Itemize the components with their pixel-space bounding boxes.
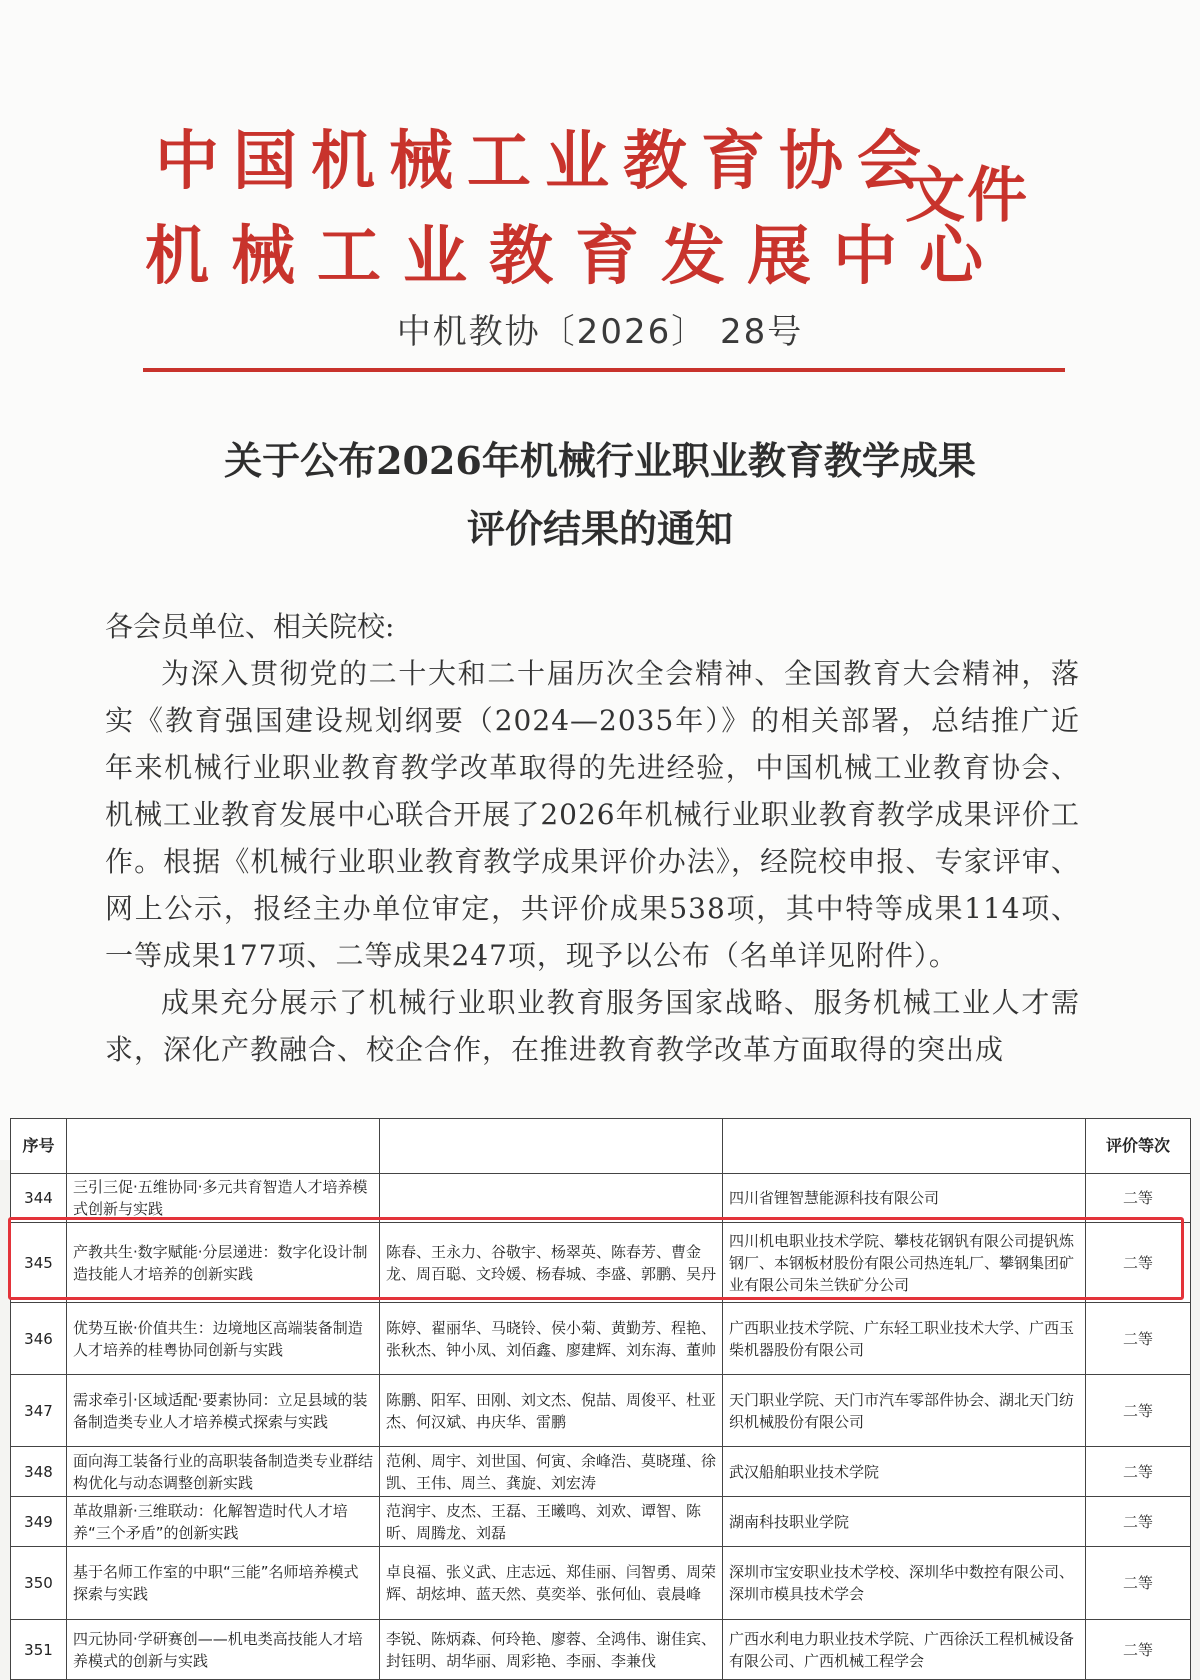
row-units: 广西水利电力职业技术学院、广西徐沃工程机械设备有限公司、广西机械工程学会 [723,1620,1086,1680]
notice-title-line-1: 关于公布2026年机械行业职业教育教学成果 [224,438,976,483]
header-units [723,1119,1086,1174]
row-authors [380,1174,723,1223]
row-achievement-name: 产教共生·数字赋能·分层递进：数字化设计制造技能人才培养的创新实践 [67,1223,380,1303]
row-units: 天门职业学院、天门市汽车零部件协会、湖北天门纺织机械股份有限公司 [723,1375,1086,1447]
table-body [11,1174,1191,1680]
row-grade: 二等 [1086,1375,1191,1447]
document-type-label: 文件 [905,161,1029,231]
annex-results-table [10,1118,1190,1680]
document-number: 中机教协〔2026〕 28号 [396,312,804,352]
row-authors: 陈鹏、阳军、田刚、刘文杰、倪喆、周俊平、杜亚杰、何汉斌、冉庆华、雷鹏 [380,1375,723,1447]
row-authors: 卓良福、张义武、庄志远、郑佳丽、闫智勇、周荣辉、胡炫坤、蓝天然、莫奕举、张何仙、袁晨峰 [380,1547,723,1620]
row-serial: 345 [11,1223,67,1303]
row-serial: 349 [11,1497,67,1547]
body-paragraph-1: 为深入贯彻党的二十大和二十届历次全会精神、全国教育大会精神，落实《教育强国建设规划纲要（2024—2035年）》的相关部署，总结推广近年来机械行业职业教育教学改革取得的先进经验，中国机械工业教育协会、机械工业教育发展中心联合开展了2026年机械行业职业教育教学成果评价工作。根据《机械行业职业教育教学成果评价办法》，经院校申报、专家评审、网上公示，报经主办单位审定，共评价成果538项，其中特等成果114项、一等成果177项、二等成果247项，现予以公布（名单详见附件）。 [105,657,1080,972]
row-units: 四川省锂智慧能源科技有限公司 [723,1174,1086,1223]
row-grade: 二等 [1086,1303,1191,1375]
row-units: 武汉船舶职业技术学院 [723,1447,1086,1497]
row-authors: 陈婷、翟丽华、马晓铃、侯小菊、黄勤芳、程艳、张秋杰、钟小凤、刘佰鑫、廖建辉、刘东海、董帅 [380,1303,723,1375]
row-grade: 二等 [1086,1497,1191,1547]
row-achievement-name: 三引三促·五维协同·多元共育智造人才培养模式创新与实践 [67,1174,380,1223]
row-authors: 范润宇、皮杰、王磊、王曦鸣、刘欢、谭智、陈昕、周腾龙、刘磊 [380,1497,723,1547]
row-authors: 范俐、周宇、刘世国、何寅、余峰浩、莫晓瑾、徐凯、王伟、周兰、龚旋、刘宏涛 [380,1447,723,1497]
row-grade: 二等 [1086,1547,1191,1620]
row-authors: 李锐、陈炳森、何玲艳、廖蓉、全鸿伟、谢佳宾、封钰明、胡华丽、周彩艳、李丽、李兼伐 [380,1620,723,1680]
row-grade: 二等 [1086,1174,1191,1223]
row-serial: 350 [11,1547,67,1620]
org-name-line-2: 机械工业教育发展中心 [145,219,1005,294]
row-achievement-name: 需求牵引·区域适配·要素协同：立足县域的装备制造类专业人才培养模式探索与实践 [67,1375,380,1447]
row-achievement-name: 优势互嵌·价值共生：边境地区高端装备制造人才培养的桂粤协同创新与实践 [67,1303,380,1375]
row-serial: 344 [11,1174,67,1223]
body-paragraph-2: 成果充分展示了机械行业职业教育服务国家战略、服务机械工业人才需求，深化产教融合、校企合作，在推进教育教学改革方面取得的突出成 [105,986,1080,1066]
header-achievement-name [67,1119,380,1174]
row-serial: 347 [11,1375,67,1447]
row-achievement-name: 四元协同·学研赛创——机电类高技能人才培养模式的创新与实践 [67,1620,380,1680]
row-serial: 351 [11,1620,67,1680]
row-units: 深圳市宝安职业技术学校、深圳华中数控有限公司、深圳市模具技术学会 [723,1547,1086,1620]
table-row [11,1174,1191,1223]
notice-title-line-2: 评价结果的通知 [466,506,733,551]
header-authors [380,1119,723,1174]
org-name-line-1: 中国机械工业教育协会 [155,124,935,199]
row-units: 湖南科技职业学院 [723,1497,1086,1547]
row-grade: 二等 [1086,1620,1191,1680]
salutation: 各会员单位、相关院校: [105,610,395,643]
row-units: 四川机电职业技术学院、攀枝花钢钒有限公司提钒炼钢厂、本钢板材股份有限公司热连轧厂、攀钢集团矿业有限公司朱兰铁矿分公司 [723,1223,1086,1303]
row-units: 广西职业技术学院、广东轻工职业技术大学、广西玉柴机器股份有限公司 [723,1303,1086,1375]
header-grade: 评价等次 [1086,1119,1191,1174]
table-row [11,1497,1191,1547]
row-grade: 二等 [1086,1223,1191,1303]
row-serial: 346 [11,1303,67,1375]
table-row [11,1303,1191,1375]
table-row [11,1223,1191,1303]
row-authors: 陈春、王永力、谷敬宇、杨翠英、陈春芳、曹金龙、周百聪、文玲媛、杨春城、李盛、郭鹏、吴丹 [380,1223,723,1303]
row-serial: 348 [11,1447,67,1497]
notice-body [105,650,1080,1073]
header-serial-number: 序号 [11,1119,67,1174]
row-achievement-name: 基于名师工作室的中职“三能”名师培养模式探索与实践 [67,1547,380,1620]
table-row [11,1547,1191,1620]
table-row [11,1375,1191,1447]
table-row [11,1620,1191,1680]
table-row [11,1447,1191,1497]
row-achievement-name: 革故鼎新·三维联动：化解智造时代人才培养“三个矛盾”的创新实践 [67,1497,380,1547]
table-header-row [11,1119,1191,1174]
red-divider-line [143,368,1065,372]
row-achievement-name: 面向海工装备行业的高职装备制造类专业群结构优化与动态调整创新实践 [67,1447,380,1497]
row-grade: 二等 [1086,1447,1191,1497]
